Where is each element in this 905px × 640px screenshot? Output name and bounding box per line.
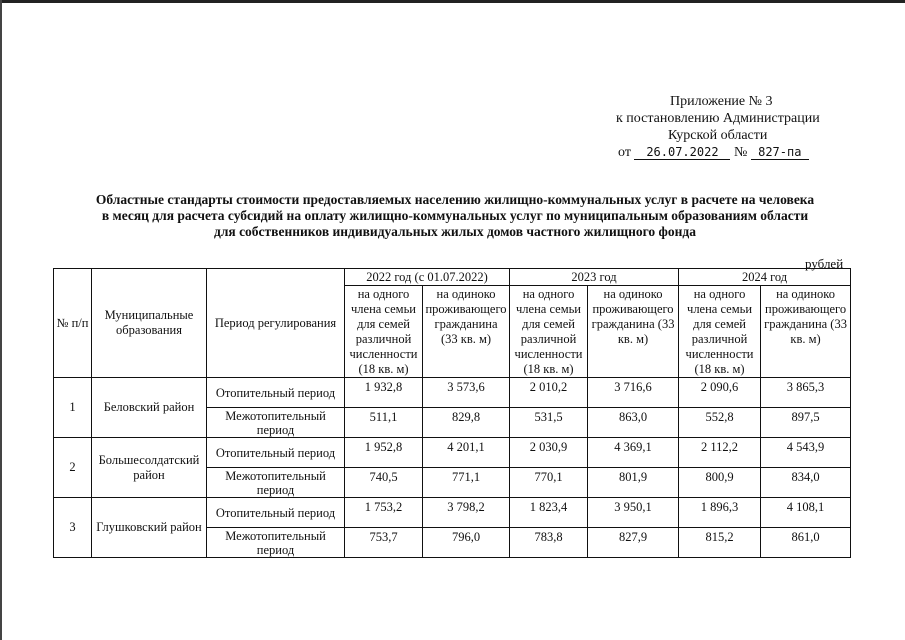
municipality-name: Глушковский район [92,498,207,558]
heading-line-1: Областные стандарты стоимости предоставляемых населению жилищно-коммунальных услуг в расчете на человека [95,192,815,207]
value-cell: 771,1 [423,468,510,498]
appendix-title: Приложение № 3 [670,94,773,109]
value-cell: 3 798,2 [423,498,510,528]
value-cell: 834,0 [761,468,851,498]
appendix-date-line [618,144,809,161]
resolution-number: 827-па [751,145,809,160]
scan-top-edge [0,0,905,3]
value-cell: 2 090,6 [679,378,761,408]
header-family-2022: на одного члена семьи для семей различной численности (18 кв. м) [345,286,423,378]
value-cell: 829,8 [423,408,510,438]
document-heading [60,192,850,240]
value-cell: 531,5 [510,408,588,438]
value-cell: 800,9 [679,468,761,498]
heading-line-2: в месяц для расчета субсидий на оплату жилищно-коммунальных услуг по муниципальным образованиям области [101,208,809,223]
value-cell: 3 865,3 [761,378,851,408]
row-number: 2 [54,438,92,498]
appendix-resolution: к постановлению Администрации [616,111,820,126]
value-cell: 827,9 [588,528,679,558]
value-cell: 4 201,1 [423,438,510,468]
value-cell: 2 030,9 [510,438,588,468]
header-municipality: Муниципальные образования [92,269,207,378]
value-cell: 770,1 [510,468,588,498]
value-cell: 861,0 [761,528,851,558]
units-label: рублей [805,256,844,271]
header-year-2024: 2024 год [679,269,851,286]
scan-left-edge [0,0,2,640]
value-cell: 1 896,3 [679,498,761,528]
value-cell: 2 010,2 [510,378,588,408]
value-cell: 1 823,4 [510,498,588,528]
value-cell: 1 753,2 [345,498,423,528]
header-year-2022: 2022 год (с 01.07.2022) [345,269,510,286]
municipality-name: Большесолдатский район [92,438,207,498]
header-single-2023: на одиноко проживающего гражданина (33 кв. м) [588,286,679,378]
table-row [54,438,851,468]
value-cell: 1 952,8 [345,438,423,468]
period-label: Отопительный период [207,438,345,468]
header-family-2024: на одного члена семьи для семей различной численности (18 кв. м) [679,286,761,378]
value-cell: 1 932,8 [345,378,423,408]
header-single-2022: на одиноко проживающего гражданина (33 кв. м) [423,286,510,378]
value-cell: 2 112,2 [679,438,761,468]
header-year-2023: 2023 год [510,269,679,286]
value-cell: 3 950,1 [588,498,679,528]
table-row [54,378,851,408]
row-number: 1 [54,378,92,438]
appendix-region: Курской области [668,128,768,143]
value-cell: 863,0 [588,408,679,438]
table-row [54,498,851,528]
value-cell: 897,5 [761,408,851,438]
header-num: № п/п [54,269,92,378]
value-cell: 815,2 [679,528,761,558]
header-single-2024: на одиноко проживающего гражданина (33 кв. м) [761,286,851,378]
period-label: Отопительный период [207,498,345,528]
value-cell: 552,8 [679,408,761,438]
value-cell: 4 543,9 [761,438,851,468]
value-cell: 740,5 [345,468,423,498]
resolution-date: 26.07.2022 [634,145,730,160]
value-cell: 4 108,1 [761,498,851,528]
value-cell: 511,1 [345,408,423,438]
value-cell: 3 573,6 [423,378,510,408]
row-number: 3 [54,498,92,558]
value-cell: 801,9 [588,468,679,498]
period-label: Межотопительный период [207,468,345,498]
value-cell: 4 369,1 [588,438,679,468]
value-cell: 783,8 [510,528,588,558]
value-cell: 3 716,6 [588,378,679,408]
municipality-name: Беловский район [92,378,207,438]
standards-table [53,268,851,558]
header-period: Период регулирования [207,269,345,378]
value-cell: 753,7 [345,528,423,558]
header-family-2023: на одного члена семьи для семей различной численности (18 кв. м) [510,286,588,378]
period-label: Межотопительный период [207,408,345,438]
heading-line-3: для собственников индивидуальных жилых домов частного жилищного фонда [213,224,697,239]
value-cell: 796,0 [423,528,510,558]
header-row-years [54,269,851,286]
period-label: Межотопительный период [207,528,345,558]
number-prefix: № [733,145,748,160]
date-prefix: от [618,145,631,160]
period-label: Отопительный период [207,378,345,408]
